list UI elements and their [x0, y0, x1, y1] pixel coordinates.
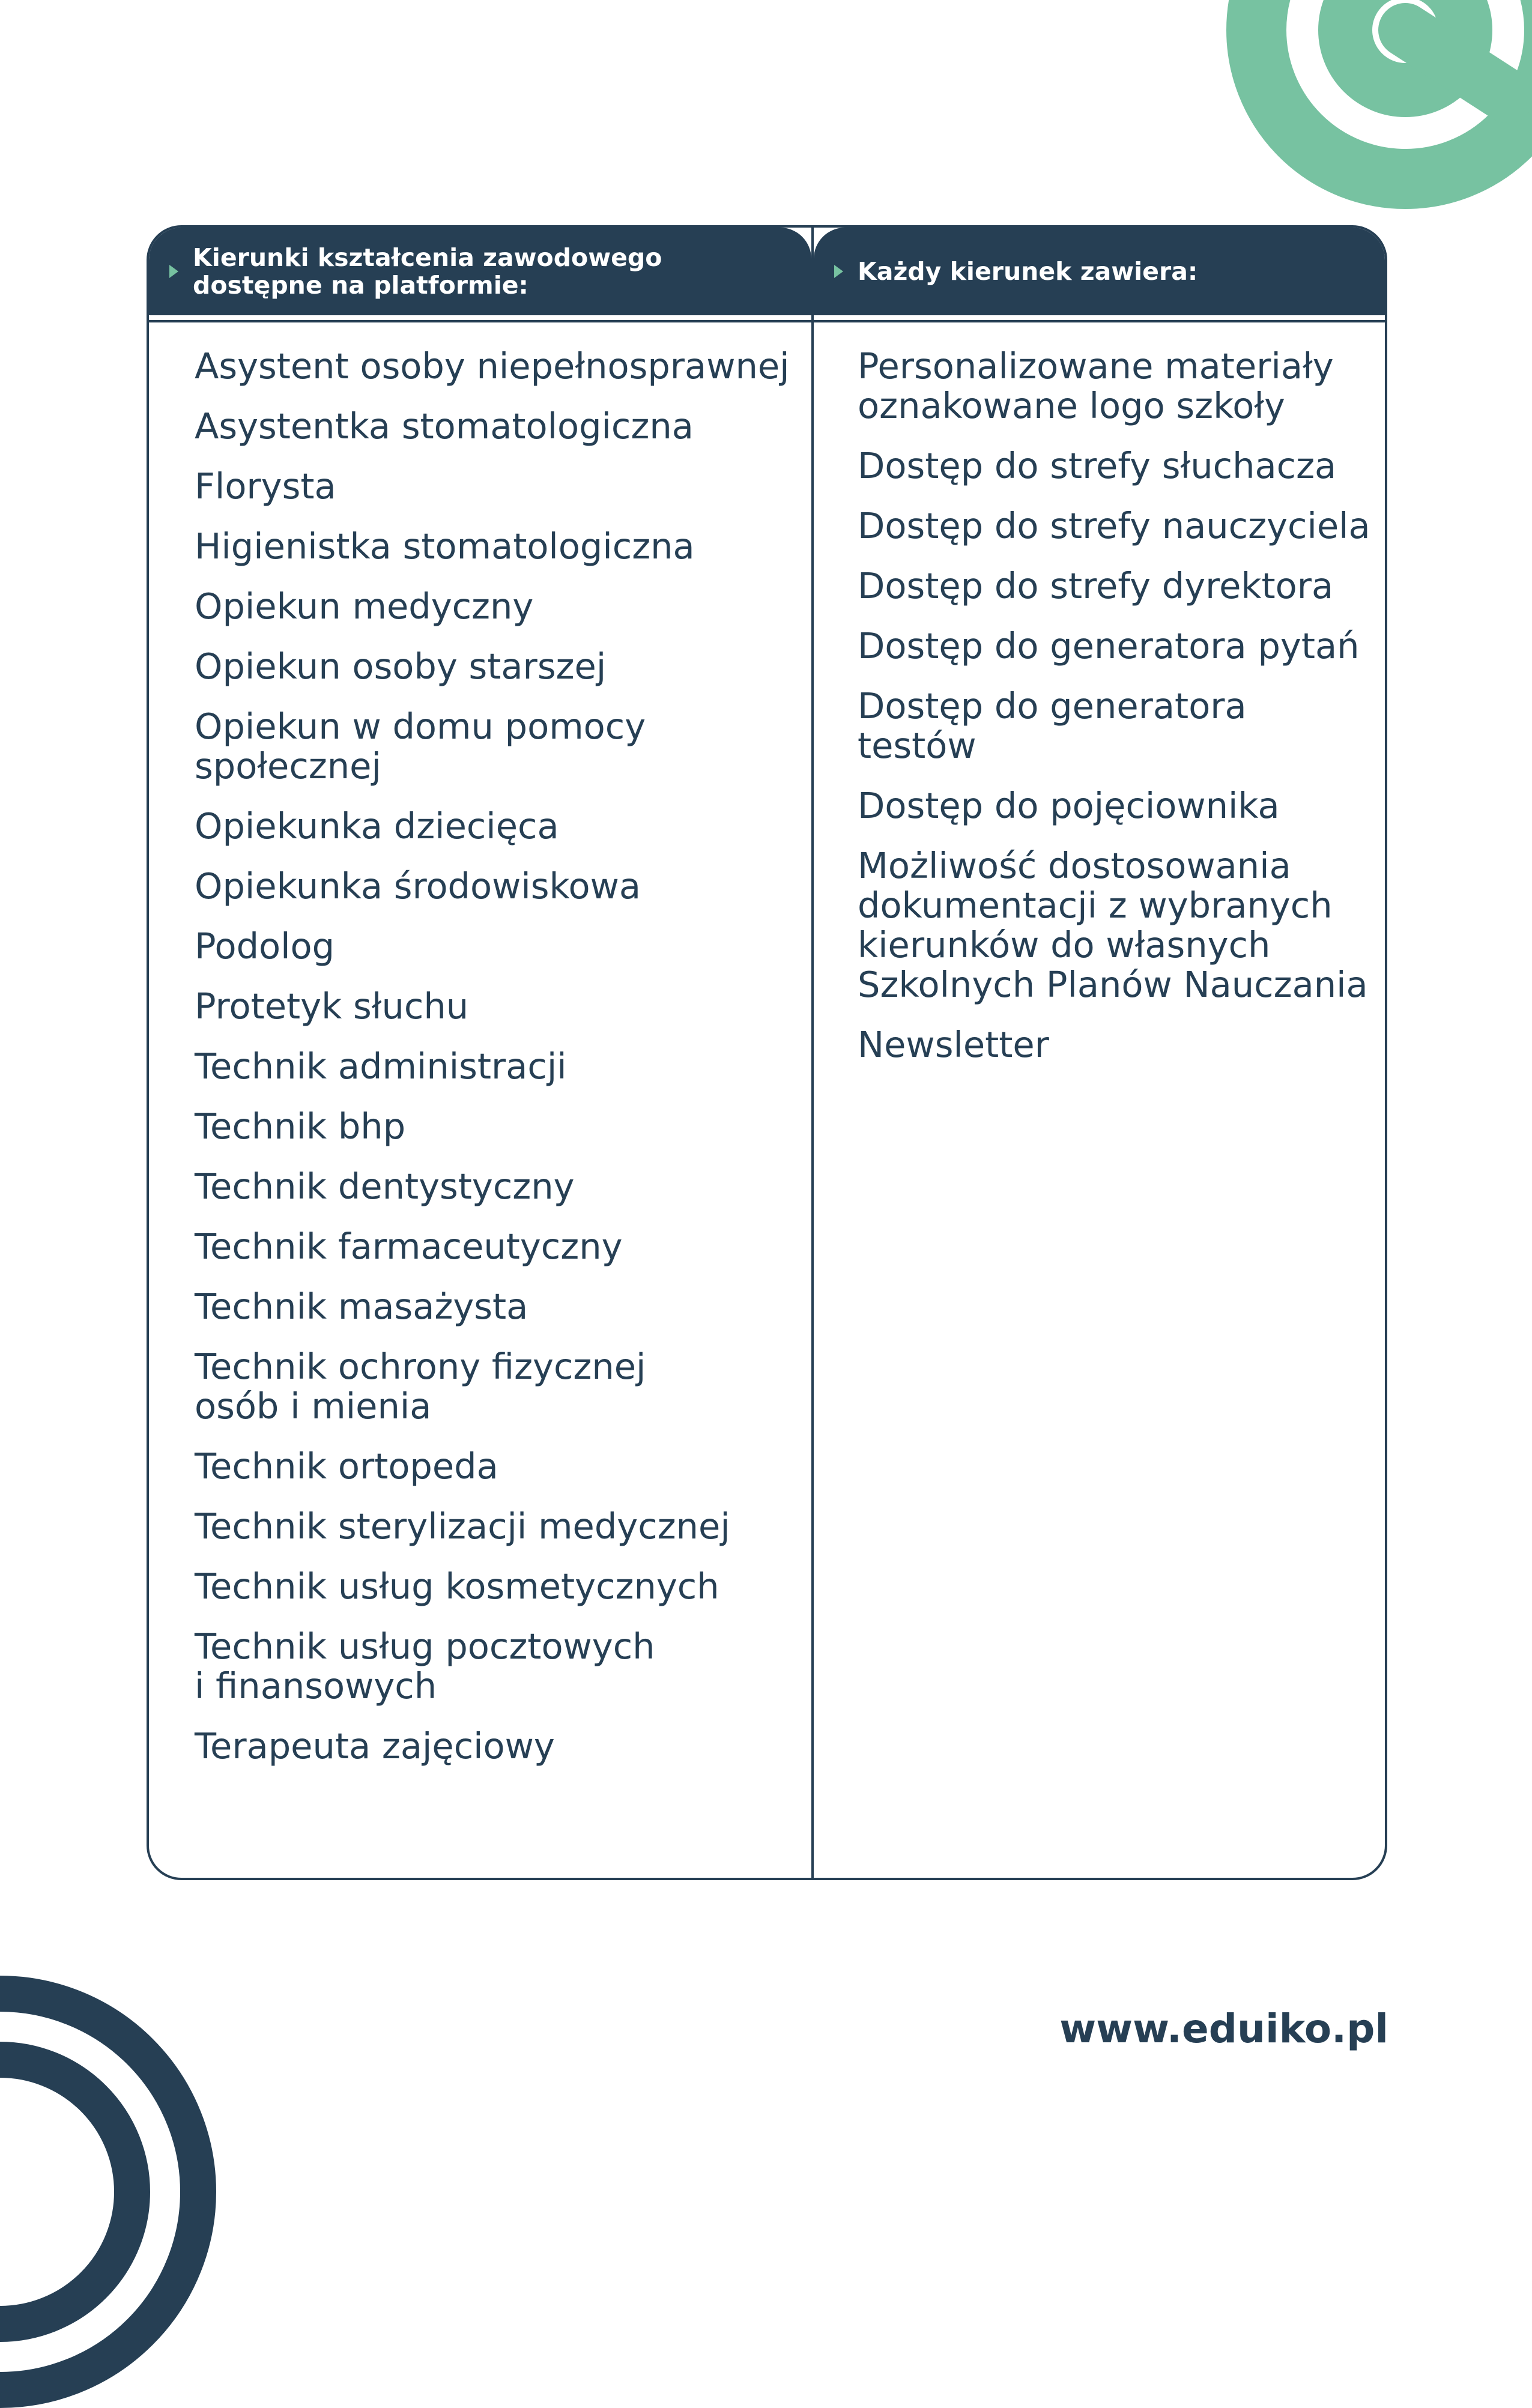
feature-list-item: Dostęp do strefy nauczyciela — [858, 505, 1370, 546]
course-list-item: Technik bhp — [195, 1106, 406, 1147]
feature-list-item: Dostęp do generatora testów — [858, 685, 1247, 766]
feature-list-item: Personalizowane materiały oznakowane logo szkoły — [858, 345, 1334, 426]
course-list-item: Opiekun osoby starszej — [195, 646, 607, 687]
course-list-item: Technik usług pocztowych i finansowych — [195, 1626, 655, 1707]
triangle-bullet-icon — [834, 265, 843, 278]
course-list-item: Opiekunka środowiskowa — [195, 865, 641, 907]
course-list-item: Protetyk słuchu — [195, 985, 469, 1027]
course-list-item: Asystentka stomatologiczna — [195, 405, 694, 447]
course-list-item: Technik masażysta — [195, 1286, 528, 1327]
course-list-item: Opiekun w domu pomocy społecznej — [195, 706, 646, 787]
feature-list-item: Możliwość dostosowania dokumentacji z wybranych kierunków do własnych Szkolnych Planów Nauczania — [858, 845, 1368, 1005]
feature-list-item: Dostęp do strefy dyrektora — [858, 565, 1334, 607]
feature-list-item: Newsletter — [858, 1024, 1049, 1065]
features-list — [858, 346, 1380, 1085]
course-list-item: Florysta — [195, 465, 336, 507]
feature-list-item: Dostęp do generatora pytań — [858, 625, 1360, 667]
course-list-item: Higienistka stomatologiczna — [195, 525, 695, 567]
course-list-item: Opiekun medyczny — [195, 585, 534, 627]
left-header-text: Kierunki kształcenia zawodowego dostępne na platformie: — [193, 243, 662, 300]
course-list-item: Technik sterylizacji medycznej — [195, 1505, 730, 1547]
course-list-item: Technik ortopeda — [195, 1445, 498, 1487]
eduiko-logo-icon — [1225, 0, 1532, 210]
courses-list — [195, 346, 801, 1786]
courses-table — [147, 225, 1387, 1880]
right-header-text: Każdy kierunek zawiera: — [858, 257, 1198, 286]
course-list-item: Technik farmaceutyczny — [195, 1226, 623, 1267]
left-column-header — [149, 228, 811, 315]
course-list-item: Technik ochrony fizycznej osób i mienia — [195, 1346, 646, 1427]
feature-list-item: Dostęp do strefy słuchacza — [858, 445, 1337, 486]
feature-list-item: Dostęp do pojęciownika — [858, 785, 1280, 826]
course-list-item: Opiekunka dziecięca — [195, 805, 559, 847]
right-column-header — [814, 228, 1387, 315]
header-divider — [149, 315, 1385, 322]
triangle-bullet-icon — [169, 265, 178, 278]
course-list-item: Technik usług kosmetycznych — [195, 1566, 719, 1607]
course-list-item: Podolog — [195, 925, 335, 967]
course-list-item: Technik administracji — [195, 1045, 567, 1087]
concentric-arcs-icon — [0, 1976, 216, 2408]
column-divider — [811, 228, 814, 1878]
website-url: www.eduiko.pl — [1059, 2006, 1388, 2052]
course-list-item: Asystent osoby niepełnosprawnej — [195, 345, 790, 387]
course-list-item: Technik dentystyczny — [195, 1166, 575, 1207]
course-list-item: Terapeuta zajęciowy — [195, 1725, 555, 1767]
